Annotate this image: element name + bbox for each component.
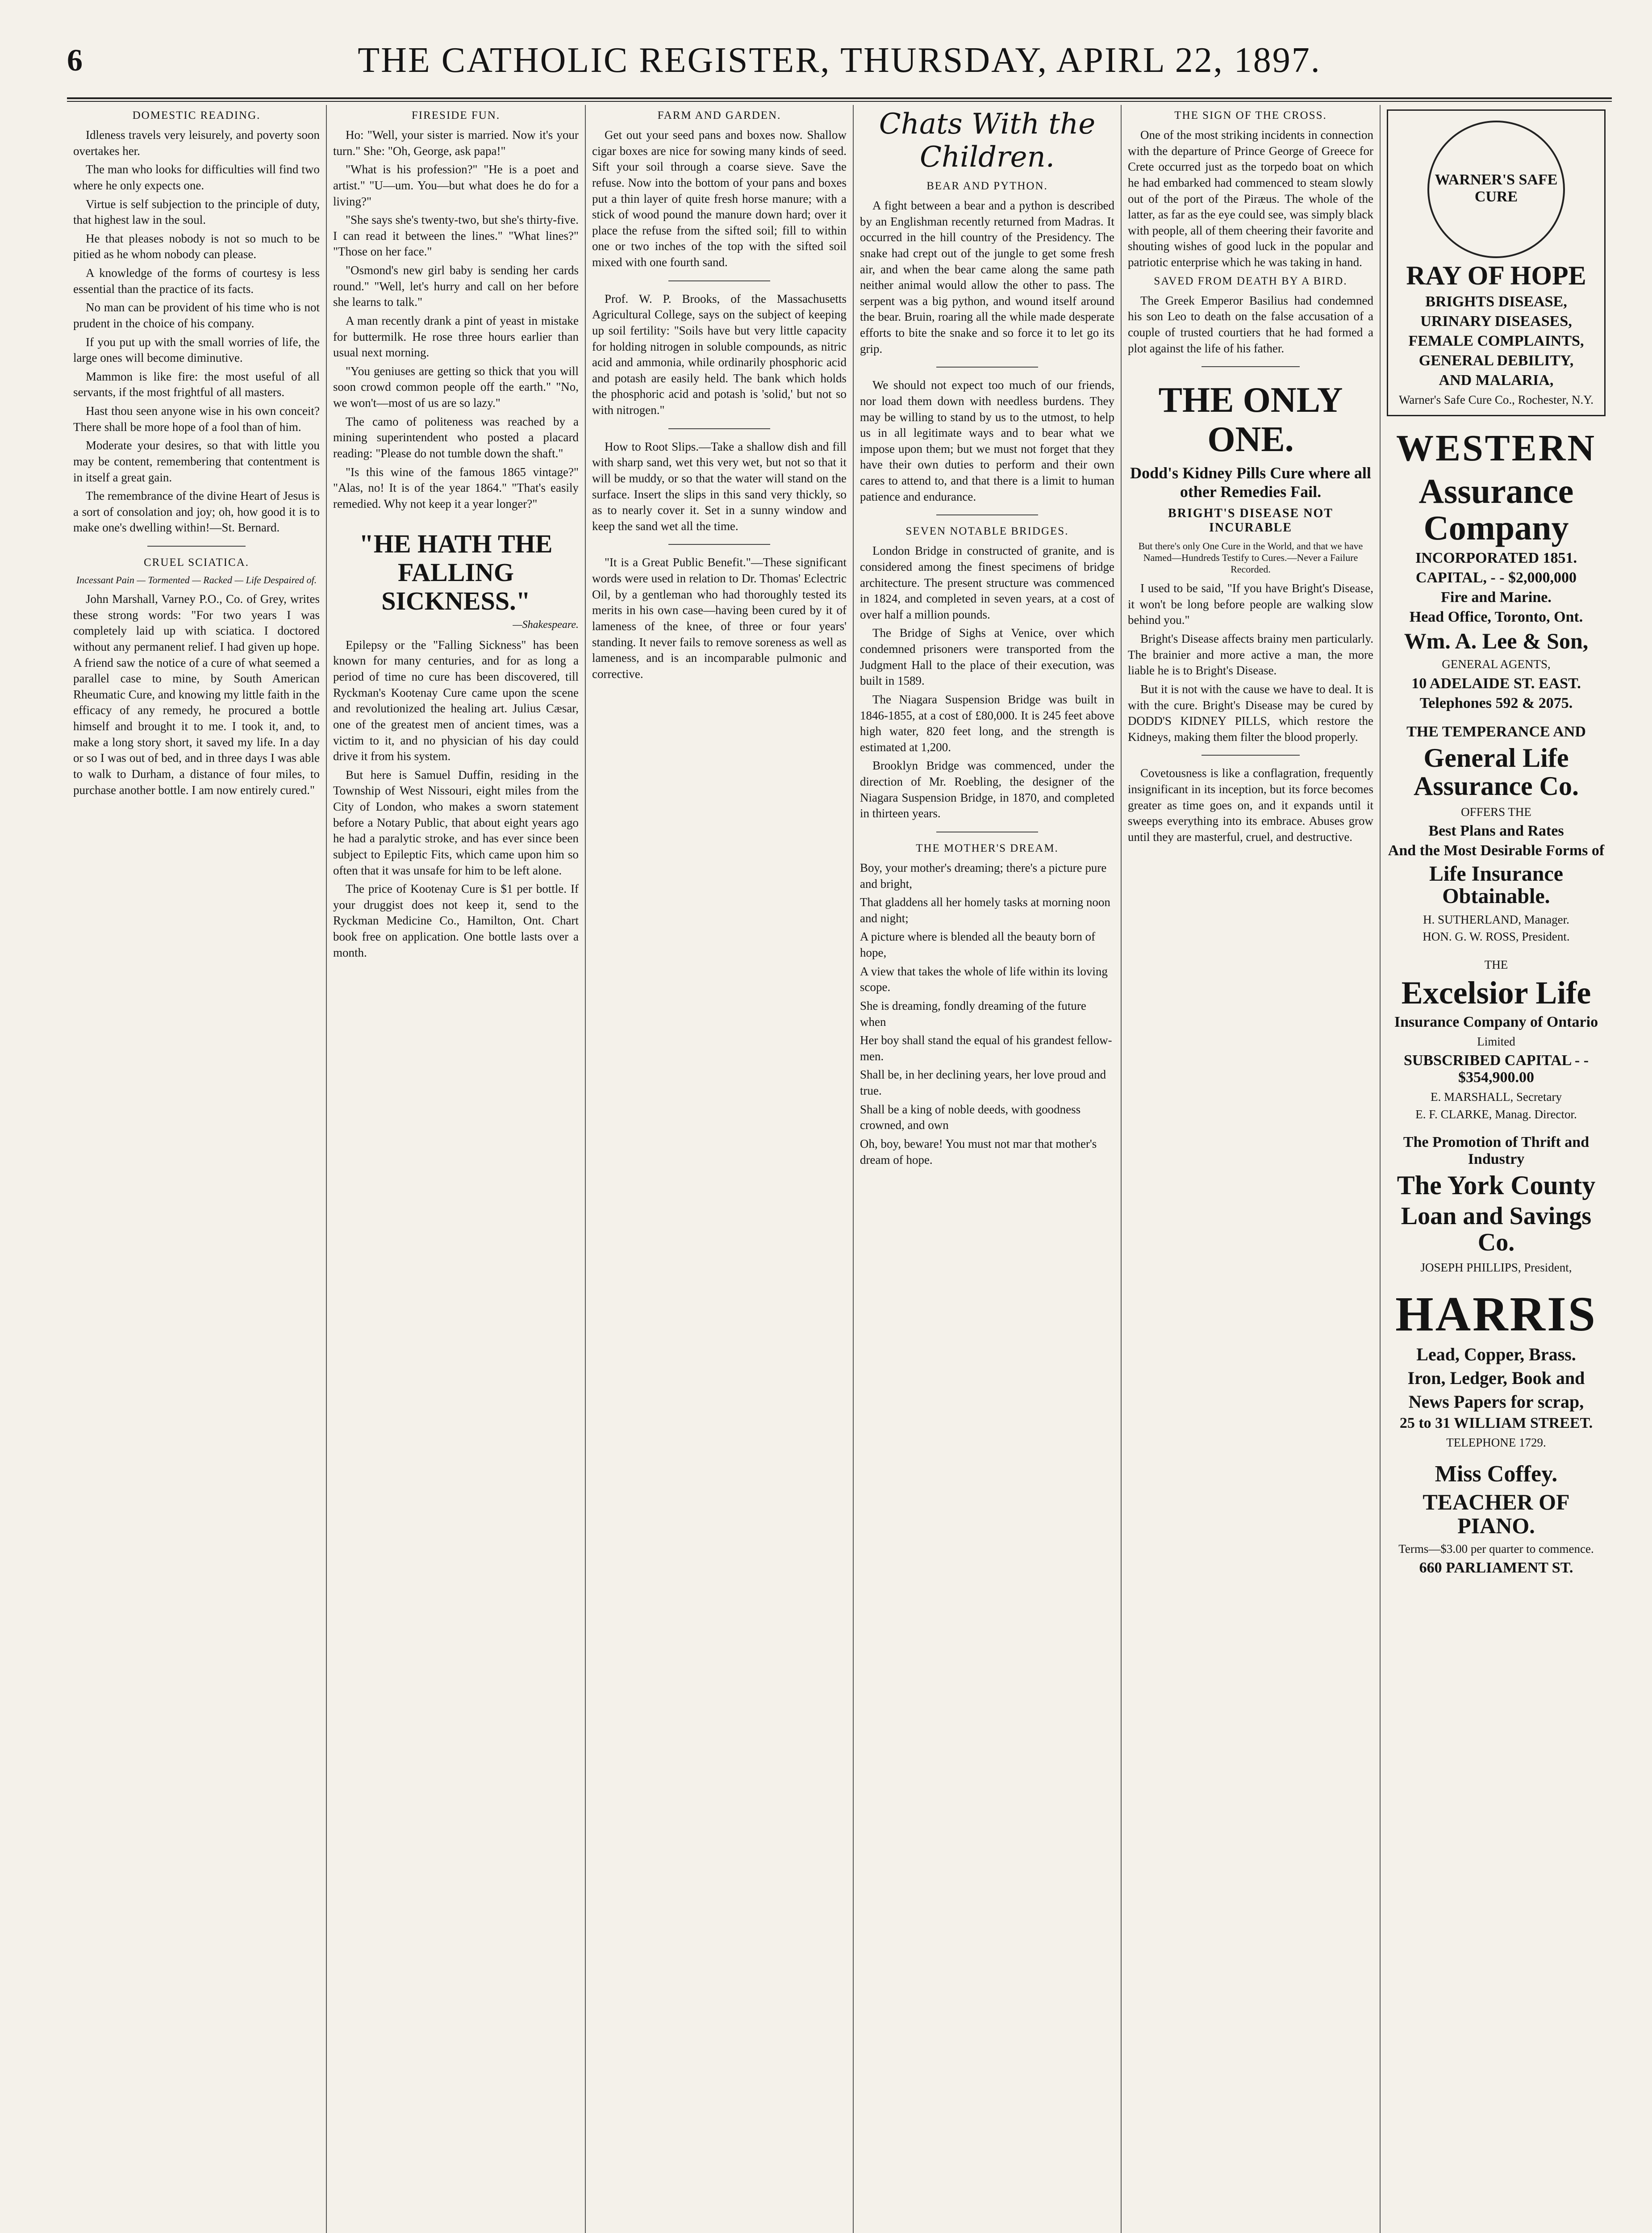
ad-line: The Promotion of Thrift and Industry (1403, 1133, 1589, 1167)
ad-line: HON. G. W. ROSS, President. (1423, 930, 1570, 944)
divider (936, 367, 1038, 368)
poem-line: Shall be, in her declining years, her love proud and true. (860, 1068, 1106, 1097)
ad-footer: Warner's Safe Cure Co., Rochester, N.Y. (1398, 393, 1594, 406)
section-heading: FIRESIDE FUN. (411, 109, 501, 121)
ad-note: But there's only One Cure in the World, and that we have Named—Hundreds Testify to Cures.—Never a Failure Recorded. (1138, 540, 1363, 575)
column-chats-with-children (853, 105, 1121, 2233)
ad-line: FEMALE COMPLAINTS, (1408, 333, 1584, 349)
ad-line: CAPITAL, - - $2,000,000 (1415, 569, 1577, 586)
divider (668, 280, 770, 281)
paragraph: If you put up with the small worries of life, the large ones will become diminutive. (73, 335, 320, 365)
column-domestic-reading (67, 105, 326, 2233)
paragraph: Epilepsy or the "Falling Sickness" has been known for many centuries, and for as long a period of time no cure has been discovered, till Ryckman's Kootenay Cure came upon the scene and revolutionized the healing art. Julius Cæsar, one of the greatest men of ancient times, was a victim to it, and no physician of his day could drive it from his system. (333, 638, 579, 763)
column-farm-and-garden (585, 105, 853, 2233)
paragraph: But here is Samuel Duffin, residing in the Township of West Nissouri, eight miles from the City of London, who makes a sworn statement before a Notary Public, that about eight years ago he had a paralytic stroke, and has ever since been subject to Epileptic Fits, which came upon him so often that it was unsafe for him to be left alone. (333, 768, 579, 877)
ad-line: Fire and Marine. (1441, 589, 1552, 606)
ad-line: News Papers for scrap, (1408, 1392, 1584, 1412)
paragraph: Get out your seed pans and boxes now. Shallow cigar boxes are nice for sowing many kinds of seed. Sift your soil through a coarse sieve. Save the refuse. Now into the bottom of your pans and boxes put a thin layer of quite fresh horse manure; with a stick of wood pound the manure down hard; over it place the refuse from the sifted soil; fill to within one or two inches of the top with the sifted soil mixed with one fourth sand. (592, 128, 847, 269)
masthead (67, 40, 1612, 94)
ad-line: Lead, Copper, Brass. (1416, 1344, 1576, 1365)
ad-headline: HARRIS (1395, 1287, 1597, 1342)
ad-line: AND MALARIA, (1439, 372, 1554, 389)
paragraph: London Bridge in constructed of granite, and is considered among the finest specimens of bridge architecture. The present structure was commenced in 1824, and completed in seven years, at a cost of over half a million pounds. (860, 544, 1114, 621)
paragraph: Moderate your desires, so that with little you may be content, remembering that contentment is in itself a great gain. (73, 439, 320, 484)
ad-line: INCORPORATED 1851. (1415, 549, 1577, 566)
ad-line: SUBSCRIBED CAPITAL - - $354,900.00 (1403, 1052, 1589, 1086)
paragraph: Brooklyn Bridge was commenced, under the direction of Mr. Roebling, the designer of the Niagara Suspension Bridge, in 1870, and completed in thirteen years. (860, 759, 1114, 820)
ad-address: 25 to 31 WILLIAM STREET. (1399, 1415, 1593, 1432)
ad-western-assurance (1387, 428, 1606, 711)
poem-line: A picture where is blended all the beauty born of hope, (860, 930, 1096, 959)
ad-line: URINARY DISEASES, (1420, 313, 1572, 330)
ad-headline: RAY OF HOPE (1406, 261, 1586, 290)
ad-line: Terms—$3.00 per quarter to commence. (1398, 1542, 1594, 1556)
paragraph: A fight between a bear and a python is described by an Englishman recently returned from Madras. It occurred in the hill country of the Presidency. The snake had crept out of the jungle to get some fresh air, and when the bear came along the same path neither animal would allow the other to pass. The serpent was a big python, and wound itself around the bear. Bruin, roaring all the while made desperate efforts to bite the snake and so force it to let go its grip. (860, 199, 1114, 355)
ad-agent: Wm. A. Lee & Son, (1404, 628, 1589, 653)
paragraph: Ho: "Well, your sister is married. Now it's your turn." She: "Oh, George, ask papa!" (333, 128, 579, 158)
ad-company-name: The York County (1397, 1170, 1596, 1200)
ad-line: GENERAL DEBILITY, (1418, 352, 1574, 369)
section-heading: FARM AND GARDEN. (657, 109, 781, 121)
ad-line: Insurance Company of Ontario (1394, 1013, 1598, 1030)
paragraph: But it is not with the cause we have to deal. It is with the cure. Bright's Disease may be cured by DODD'S KIDNEY PILLS, which restore the Kidneys, making them filter the blood properly. (1128, 682, 1373, 744)
ad-line: And the Most Desirable Forms of (1388, 842, 1605, 859)
poem-line: Oh, boy, beware! You must not mar that mother's dream of hope. (860, 1137, 1097, 1167)
ad-line: BRIGHTS DISEASE, (1425, 293, 1567, 310)
column-fireside-fun (326, 105, 585, 2233)
ad-line: GENERAL AGENTS, (1442, 657, 1551, 671)
section-heading: CRUEL SCIATICA. (143, 556, 250, 569)
masthead-rule (67, 97, 1612, 99)
paragraph: The Greek Emperor Basilius had condemned his son Leo to death on the false accusation of a couple of trusted courtiers that he had formed a plot against the life of his father. (1128, 293, 1373, 355)
paragraph: The remembrance of the divine Heart of Jesus is a sort of consolation and joy; oh, how good it is to make one's dwelling within!—St. Bernard. (73, 489, 320, 535)
divider (668, 428, 770, 429)
section-heading: THE MOTHER'S DREAM. (916, 842, 1059, 854)
paragraph: "It is a Great Public Benefit."—These significant words were used in relation to Dr. Thomas' Eclectric Oil, by a gentleman who had thoroughly tested its merits in his own case—having been cured by it of lameness of the knee, of three or four years' standing. It never fails to remove soreness as well as lameness, and is an incomparable pulmonic and corrective. (592, 556, 847, 681)
ad-line: OFFERS THE (1461, 805, 1531, 819)
paragraph: Prof. W. P. Brooks, of the Massachusetts Agricultural College, says on the subject of keeping up soil fertility: "Soils have but very little capacity for holding nitrogen in soluble compounds, as nitric acid and ammonia, while ordinarily phosphoric acid and potash are easily held. The bank which holds the phosphoric acid and potash is 'solid,' but not so with nitrogen." (592, 292, 847, 417)
paragraph: "She says she's twenty-two, but she's thirty-five. I can read it between the lines." "What lines?" "Those on her face." (333, 213, 579, 259)
ad-phones: Telephones 592 & 2075. (1419, 694, 1573, 711)
ad-line: H. SUTHERLAND, Manager. (1423, 912, 1569, 926)
ad-company-name: General Life Assurance Co. (1414, 743, 1579, 801)
ad-company-name: Assurance Company (1418, 471, 1574, 547)
page-number: 6 (67, 43, 83, 78)
paragraph: The man who looks for difficulties will find two where he only expects one. (73, 163, 320, 192)
section-subheading: BEAR AND PYTHON. (926, 180, 1048, 192)
paragraph: Hast thou seen anyone wise in his own conceit? There shall be more hope of a fool than of him. (73, 404, 320, 434)
poem (860, 860, 1114, 1168)
ad-headline: "HE HATH THE FALLING SICKNESS." (359, 529, 553, 615)
ad-line: THE TEMPERANCE AND (1406, 723, 1586, 740)
poem-line: A view that takes the whole of life within its loving scope. (860, 964, 1108, 994)
paragraph: A man recently drank a pint of yeast in mistake for buttermilk. He rose three hours earlier than usual next morning. (333, 314, 579, 360)
paragraph: Covetousness is like a conflagration, frequently insignificant in its inception, but its force becomes greater as time goes on, and it expands until it sweeps everything into its embrace. Abuses grow until they are masterful, cruel, and destructive. (1128, 766, 1373, 844)
ad-temperance-general-life (1387, 723, 1606, 945)
ad-line: Limited (1477, 1034, 1515, 1048)
masthead-rule-thin (67, 101, 1612, 102)
poem-line: Boy, your mother's dreaming; there's a picture pure and bright, (860, 861, 1107, 891)
ad-company-name: Loan and Savings Co. (1401, 1202, 1592, 1256)
ad-harris (1387, 1287, 1606, 1451)
section-heading: SEVEN NOTABLE BRIDGES. (905, 525, 1069, 538)
poem-line: That gladdens all her homely tasks at morning noon and night; (860, 895, 1110, 925)
paragraph: I used to be said, "If you have Bright's Disease, it won't be long before people are walking slow behind you." (1128, 581, 1373, 627)
ad-miss-coffey (1387, 1462, 1606, 1576)
paragraph: The Niagara Suspension Bridge was built in 1846-1855, at a cost of £80,000. It is 245 feet above high water, 820 feet long, and the strength is estimated at 1,200. (860, 692, 1114, 754)
ad-name: Miss Coffey. (1435, 1461, 1558, 1487)
paragraph: A knowledge of the forms of courtesy is less essential than the practice of its facts. (73, 266, 320, 296)
ad-headline: WESTERN (1396, 427, 1597, 469)
paragraph: The Bridge of Sighs at Venice, over which condemned prisoners were transported from the Judgment Hall to the place of their execution, was built in 1589. (860, 626, 1114, 688)
divider (147, 546, 246, 547)
ad-address: 10 ADELAIDE ST. EAST. (1411, 675, 1581, 692)
paragraph: Idleness travels very leisurely, and poverty soon overtakes her. (73, 128, 320, 158)
paragraph: One of the most striking incidents in connection with the departure of Prince George of Greece for Crete occurred just as the torpedo boat on which he had embarked had commenced to steam slowly out of the port of the Piræus. The whole of the latter, as far as the eye could see, was simply black with people, all of them cheering their favorite and shouting wishes of good luck in the popular and patriotic enterprise which he was taking in hand. (1128, 128, 1373, 269)
paragraph: The camo of politeness was reached by a mining superintendent who posted a placard reading: "Please do not tumble down the shaft." (333, 414, 579, 460)
ad-company-name: Excelsior Life (1401, 975, 1591, 1011)
paragraph: He that pleases nobody is not so much to be pitied as he whom nobody can please. (73, 231, 320, 261)
ad-warners-safe-cure (1387, 109, 1606, 416)
ad-line: E. F. CLARKE, Manag. Director. (1415, 1107, 1577, 1121)
column-sign-of-the-cross (1121, 105, 1380, 2233)
ad-excelsior-life (1387, 957, 1606, 1122)
ad-phone: TELEPHONE 1729. (1446, 1436, 1546, 1450)
ad-line: E. MARSHALL, Secretary (1431, 1090, 1562, 1104)
poem-line: Her boy shall stand the equal of his grandest fellow-men. (860, 1033, 1112, 1063)
paragraph: We should not expect too much of our friends, nor load them down with needless burdens. They may be willing to stand by us to the utmost, to help us in all legitimate ways and to bear what we impose upon them; but we must not forget that they have their own duties to perform and their own cares to attend to, and that there is a limit to human patience and endurance. (860, 378, 1114, 503)
paragraph: The price of Kootenay Cure is $1 per bottle. If your druggist does not keep it, send to the Ryckman Medicine Co., Hamilton, Ont. Chart book free on application. One bottle lasts over a month. (333, 882, 579, 959)
divider (936, 514, 1038, 515)
ad-line: Life Insurance Obtainable. (1429, 861, 1563, 908)
section-heading: DOMESTIC READING. (132, 109, 261, 121)
paragraph: No man can be provident of his time who is not prudent in the choice of his company. (73, 301, 320, 330)
section-heading: THE SIGN OF THE CROSS. (1174, 109, 1327, 121)
ad-headline: TEACHER OF PIANO. (1423, 1489, 1570, 1538)
paragraph: "You geniuses are getting so thick that you will soon crowd common people off the earth." "No, we won't—most of us are so lazy." (333, 364, 579, 410)
ad-headline: THE ONLY ONE. (1158, 381, 1343, 460)
ad-brand: WARNER'S SAFE CURE (1435, 171, 1558, 205)
paragraph: "What is his profession?" "He is a poet and artist." "U—um. You—but what does he do for a living?" (333, 163, 579, 208)
section-heading: SAVED FROM DEATH BY A BIRD. (1154, 275, 1347, 287)
ad-line: JOSEPH PHILLIPS, President, (1420, 1260, 1572, 1274)
divider (1201, 366, 1300, 367)
paragraph: How to Root Slips.—Take a shallow dish and fill with sharp sand, wet this very wet, but not so that it will be muddy, or so that the water will stand on the surface. Insert the slips in this sand very thickly, so as to nearly cover it. Set in a sunny window and keep the sand wet all the time. (592, 439, 847, 533)
paragraph: "Osmond's new girl baby is sending her cards round." "Well, let's hurry and call on her before she learns to talk." (333, 263, 579, 309)
section-heading: Chats With the Children. (879, 108, 1096, 174)
paragraph: Virtue is self subjection to the principle of duty, that highest law in the soul. (73, 197, 320, 227)
ad-line: THE (1484, 958, 1508, 971)
column-advertisements (1380, 105, 1612, 2233)
poem-line: Shall be a king of noble deeds, with goodness crowned, and own (860, 1102, 1081, 1132)
paragraph: "Is this wine of the famous 1865 vintage?" "Alas, no! It is of the year 1864." "That's easily remedied. Why not keep it a year longer?" (333, 465, 579, 510)
paragraph: Mammon is like fire: the most useful of all servants, if the most frightful of all masters. (73, 369, 320, 399)
ad-york-county-loan (1387, 1134, 1606, 1275)
paper-title: THE CATHOLIC REGISTER, THURSDAY, APIRL 22, 1897. (358, 41, 1321, 80)
paragraph: Bright's Disease affects brainy men particularly. The brainier and more active a man, the more liable he is to Bright's Disease. (1128, 632, 1373, 677)
paragraph: John Marshall, Varney P.O., Co. of Grey, writes these strong words: "For two years I was completely laid up with sciatica. I doctored without any permanent relief. I had given up hope. A friend saw the notice of a cure of what seemed a parallel case to mine, by South American Rheumatic Cure, and knowing my little faith in the efficacy of any remedy, he procured a bottle himself and brought it to me. I took it, and, to make a long story short, it saved my life. In a day or so I was out of bed, and in three days I was able to walk to Durham, a distance of four miles, to purchase another bottle. I am now entirely cured." (73, 592, 320, 797)
attribution: —Shakespeare. (513, 619, 579, 631)
poem-line: She is dreaming, fondly dreaming of the future when (860, 999, 1086, 1029)
ad-subheadline: BRIGHT'S DISEASE NOT INCURABLE (1168, 506, 1333, 535)
warners-safe-logo (1427, 121, 1565, 258)
section-subheading: Incessant Pain — Tormented — Racked — Life Despaired of. (76, 574, 317, 585)
ad-subheadline: Dodd's Kidney Pills Cure where all other Remedies Fail. (1130, 464, 1371, 501)
divider (668, 544, 770, 545)
divider (1201, 755, 1300, 756)
ad-line: Best Plans and Rates (1428, 822, 1564, 839)
ad-line: Iron, Ledger, Book and (1407, 1368, 1585, 1388)
ad-line: Head Office, Toronto, Ont. (1409, 608, 1583, 625)
ad-address: 660 PARLIAMENT ST. (1419, 1560, 1573, 1576)
